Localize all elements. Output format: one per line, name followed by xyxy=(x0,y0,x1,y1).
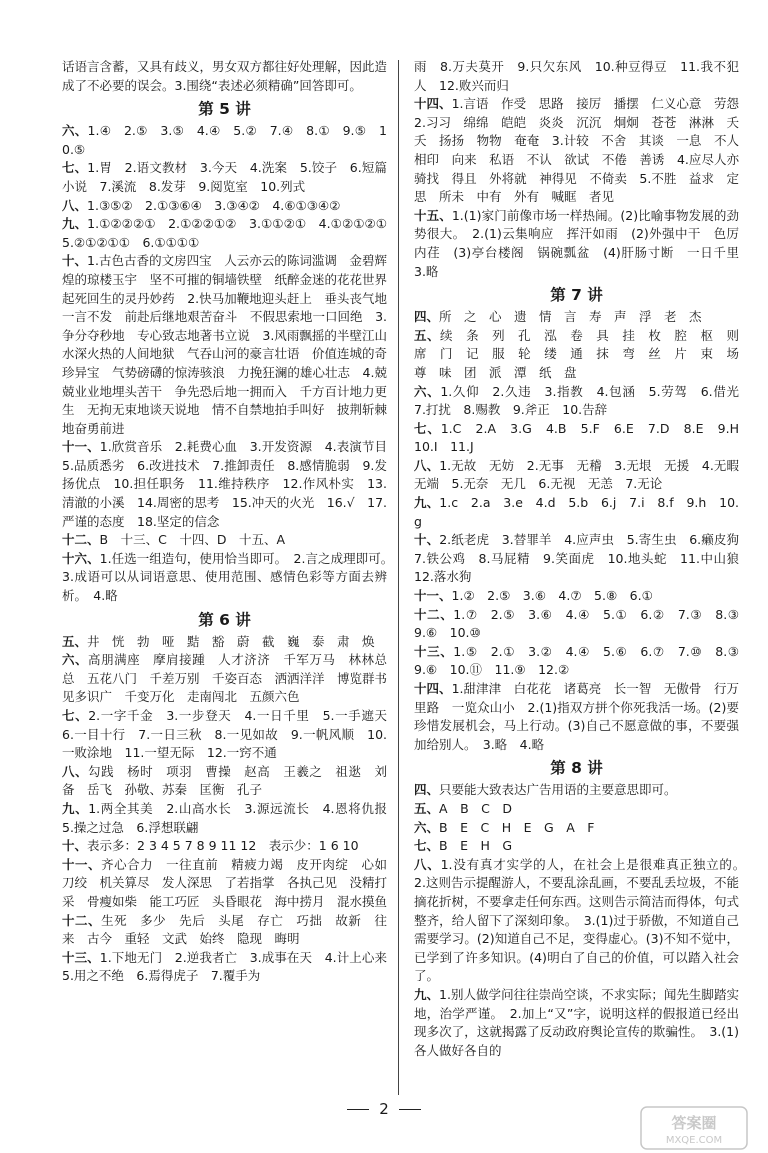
page-number: 2 xyxy=(379,1100,389,1118)
answer-text: 1.①②②②① 2.①②②①② 3.①①②① 4.①②①②① 5.②①②①① 6.①①①① xyxy=(62,216,400,250)
answer-paragraph xyxy=(62,912,387,949)
answer-text: 2.一字千金 3.一步登天 4.一日千里 5.一手遮天 6.一目十行 7.一日三秋 8.一见如故 9.一帆风顺 10.一败涂地 11.一望无际 12.一窍不通 xyxy=(62,708,400,761)
answer-text: 1.别人做学问往往崇尚空谈，不求实际；闻先生脚踏实地，治学严谨。 2.加上“又”字，说明这样的假报道已经出现多次了，这就揭露了反动政府舆论宣传的欺骗性。 3.(1)各人做好各自的 xyxy=(414,986,739,1058)
answer-paragraph xyxy=(414,308,739,327)
answer-paragraph xyxy=(62,252,400,438)
question-label: 八、 xyxy=(414,856,441,872)
answer-paragraph xyxy=(414,383,752,420)
footer-dash-right xyxy=(399,1109,421,1110)
answer-paragraph xyxy=(62,633,387,652)
answer-text: 1.⑦ 2.⑤ 3.⑥ 4.④ 5.① 6.② 7.③ 8.③ 9.⑥ 10.⑩ xyxy=(414,606,752,641)
question-label: 九、 xyxy=(414,495,440,511)
answer-paragraph xyxy=(414,643,752,680)
answer-paragraph xyxy=(414,680,739,754)
question-label: 六、 xyxy=(414,819,440,835)
answer-paragraph xyxy=(62,550,400,606)
answer-text: 1.甜津津 白花花 诸葛亮 长一智 无傲骨 行万里路 一览众山小 2.(1)指双方拼个你死我活一场。(2)要珍惜发展机会，马上行动。(3)自己不愿意做的事，不要强加给别人。 3.略 4.略 xyxy=(414,681,739,752)
answer-text: A B C D xyxy=(439,800,512,816)
question-label: 十一、 xyxy=(62,439,100,455)
answer-paragraph xyxy=(62,837,387,856)
answer-text: 1.古色古香的文房四宝 人云亦云的陈词滥调 金碧辉煌的琼楼玉宇 坚不可摧的铜墙铁壁 纸醉金迷的花花世界 起死回生的灵丹妙药 2.快马加鞭地迎头赶上 垂头丧气地一言不发 前赴后继地艰苦奋斗 不假思索地一口回绝 3.争分夺秒地 专心致志地著书立说 3.风雨飘摇的半壁江山 水深火热的人间地狱 气吞山河的豪言壮语 价值连城的奇珍异宝 气势磅礴的惊涛骇浪 力挽狂澜的雄心壮志 4.兢兢业业地埋头苦干 争先恐后地一拥而入 千方百计地力更生 无拘无束地谈天说地 情不自禁地拍手叫好 披荆斩棘地奋勇前进 xyxy=(62,253,400,436)
question-label: 五、 xyxy=(62,633,88,649)
answer-text: 生死 多少 先后 头尾 存亡 巧拙 故新 往来 古今 重轻 文武 始终 隐现 晦明 xyxy=(62,912,387,947)
question-label: 十一、 xyxy=(414,588,452,604)
answer-text: 所 之 心 遗 情 言 寿 声 浮 老 杰 xyxy=(439,309,702,325)
question-label: 五、 xyxy=(414,327,441,343)
answer-text: 1.无故 无妨 2.无事 无稽 3.无垠 无援 4.无暇 无端 5.无奈 无几 6.无视 无恙 7.无论 xyxy=(414,457,752,492)
answer-paragraph xyxy=(414,781,739,800)
answer-paragraph xyxy=(414,207,752,281)
answer-paragraph xyxy=(414,986,739,1060)
answer-paragraph xyxy=(414,819,739,838)
question-label: 十六、 xyxy=(62,550,100,566)
answer-text: 雨 8.万夫莫开 9.只欠东风 10.种豆得豆 11.我不犯人 12.败兴而归 xyxy=(414,59,739,93)
watermark-text: 答案圈 xyxy=(671,1114,717,1132)
answer-paragraph xyxy=(62,58,387,95)
answer-text: 1.任选一组造句，使用恰当即可。 2.言之成理即可。 3.成语可以从词语意思、使用范围、感情色彩等方面去辨析。 4.略 xyxy=(62,550,400,604)
answer-paragraph xyxy=(414,58,739,95)
question-label: 七、 xyxy=(62,160,88,176)
question-label: 十四、 xyxy=(414,96,452,112)
answer-text: 1.c 2.a 3.e 4.d 5.b 6.j 7.i 8.f 9.h 10.g xyxy=(414,495,739,529)
answer-paragraph xyxy=(62,531,387,550)
answer-text: 高朋满座 摩肩接踵 人才济济 千军万马 林林总总 五花八门 千差万别 千姿百态 洒洒洋洋 博览群书 见多识广 千变万化 走南闯北 五颜六色 xyxy=(62,652,400,705)
answer-text: 2.纸老虎 3.替罪羊 4.应声虫 5.寄生虫 6.癞皮狗 7.铁公鸡 8.马屁精 9.笑面虎 10.地头蛇 11.中山狼 12.落水狗 xyxy=(414,532,752,585)
question-label: 八、 xyxy=(414,457,440,473)
answer-paragraph xyxy=(62,707,400,763)
question-label: 八、 xyxy=(62,763,89,779)
answer-paragraph xyxy=(62,651,400,707)
answer-text: 1.④ 2.⑤ 3.⑤ 4.④ 5.② 7.④ 8.① 9.⑤ 10.⑤ xyxy=(62,123,387,157)
answer-paragraph xyxy=(414,606,752,643)
answer-text: 1.③⑤② 2.①③⑥④ 3.③④② 4.⑥①③④② xyxy=(87,197,341,213)
answer-text: 表示多：2 3 4 5 7 8 9 11 12 表示少：1 6 10 xyxy=(87,838,359,854)
question-label: 十二、 xyxy=(414,606,454,622)
question-label: 六、 xyxy=(62,652,89,668)
answer-text: B E C H E G A F xyxy=(439,819,595,835)
answer-text: 只要能大致表达广告用语的主要意思即可。 xyxy=(439,782,677,798)
answer-text: 1.胃 2.语文教材 3.今天 4.洗案 5.饺子 6.短篇小说 7.溪流 8.发芽 9.阅览室 10.列式 xyxy=(62,160,387,194)
question-label: 九、 xyxy=(62,216,88,232)
question-label: 十二、 xyxy=(62,532,100,548)
answer-paragraph xyxy=(62,215,400,252)
answer-paragraph xyxy=(414,531,752,587)
answer-paragraph xyxy=(62,159,387,196)
question-label: 六、 xyxy=(62,123,88,139)
footer-dash-left xyxy=(347,1109,369,1110)
answer-paragraph xyxy=(414,95,752,207)
answer-text: 齐心合力 一往直前 精疲力竭 皮开肉绽 心如刀绞 机关算尽 发人深思 了若指掌 各执己见 没精打采 骨瘦如柴 能工巧匠 头昏眼花 海中捞月 混水摸鱼 xyxy=(62,856,388,909)
question-label: 七、 xyxy=(414,838,440,854)
section-title: 第 6 讲 xyxy=(198,610,251,629)
answer-text: 1.⑤ 2.① 3.② 4.④ 5.⑥ 6.⑦ 7.⑩ 8.③ 9.⑥ 10.⑪ 11.⑨ 12.② xyxy=(414,643,752,678)
answer-text: B E H G xyxy=(439,838,513,854)
answer-text: 1.两全其美 2.山高水长 3.源远流长 4.恩将仇报 5.操之过急 6.浮想联翩 xyxy=(62,800,400,835)
answer-paragraph xyxy=(414,800,739,819)
answer-paragraph xyxy=(62,122,387,159)
answer-text: 续 条 列 孔 泓 卷 具 挂 枚 腔 枢 则 席 门 记 服 轮 缕 通 抹 弯 丝 片 束 场 尊 味 团 派 潭 纸 盘 xyxy=(414,327,752,380)
answer-paragraph xyxy=(62,438,400,531)
answer-text: 1.言语 作受 思路 接厉 播摆 仁义心意 劳怨 2.习习 绵绵 皑皑 炎炎 沉沉 炯炯 苍苍 淋淋 夭夭 扬扬 物物 奄奄 3.计较 不舍 其谈 一息 不人 相印 向来 私语 不认 欲试 不倦 善诱 4.应尽人亦 骑找 得且 外将就 神得见 不倚卖 5.不胜 益求 定思 所未 中有 外有 喊眶 者见 xyxy=(414,96,752,205)
question-label: 九、 xyxy=(414,986,440,1002)
answer-text: 勾践 杨时 项羽 曹操 赵高 王羲之 祖逖 刘备 岳飞 孙敬、苏秦 匡衡 孔子 xyxy=(62,763,387,798)
answer-paragraph xyxy=(414,837,739,856)
question-label: 七、 xyxy=(414,420,441,436)
question-label: 十三、 xyxy=(62,949,100,965)
watermark-logo xyxy=(640,1106,748,1150)
question-label: 七、 xyxy=(62,708,89,723)
answer-paragraph xyxy=(62,197,387,216)
answer-text: 1.没有真才实学的人，在社会上是很难真正独立的。 2.这则告示提醒游人，不要乱涂乱画，不要乱丢垃圾，不能摘花折树，不要拿走任何东西。这则告示简洁而得体，句式整齐，给人留下了深刻印象。 3.(1)过于骄傲，不知道自己需要学习。(2)知道自己不足，变得虚心。(3)不知不觉中，已学到了许多知识。(4)明白了自己的价值，可以踏入社会了。 xyxy=(414,856,752,984)
answer-text: 1.C 2.A 3.G 4.B 5.F 6.E 7.D 8.E 9.H 10.I 11.J xyxy=(414,420,752,455)
question-label: 四、 xyxy=(414,309,440,325)
answer-text: 话语言含蓄，又具有歧义，男女双方都往好处理解，因此造成了不必要的误会。3.围绕“表述必须精确”回答即可。 xyxy=(62,59,388,93)
question-label: 八、 xyxy=(62,197,88,213)
answer-paragraph xyxy=(62,856,387,912)
question-label: 十、 xyxy=(62,838,88,854)
question-label: 九、 xyxy=(62,800,89,816)
answer-paragraph xyxy=(414,327,752,383)
answer-text: 1.欣赏音乐 2.耗费心血 3.开发资源 4.表演节目 5.品质悉劣 6.改进技术 7.推卸责任 8.感情脆弱 9.发扬优点 10.担任职务 11.维持秩序 12.作风朴实 13.清澈的小溪 14.周密的思考 15.冲天的火光 16.√ 17.严谨的态度 18.坚定的信念 xyxy=(62,439,400,529)
question-label: 五、 xyxy=(414,800,440,816)
section-title: 第 8 讲 xyxy=(550,759,603,778)
column-divider xyxy=(398,60,399,1095)
question-label: 十一、 xyxy=(62,856,102,872)
answer-paragraph xyxy=(414,494,739,531)
answer-paragraph xyxy=(414,420,752,457)
question-label: 六、 xyxy=(414,383,441,399)
left-column xyxy=(62,58,400,986)
answer-paragraph xyxy=(62,949,400,986)
answer-text: 1.② 2.⑤ 3.⑥ 4.⑦ 5.⑧ 6.① xyxy=(451,588,653,604)
section-title: 第 7 讲 xyxy=(550,286,603,305)
question-label: 十四、 xyxy=(414,681,452,696)
answer-paragraph xyxy=(62,763,387,800)
section-title: 第 5 讲 xyxy=(198,100,251,119)
answer-text: B 十三、C 十四、D 十五、A xyxy=(99,532,285,548)
answer-paragraph xyxy=(414,587,739,606)
question-label: 十二、 xyxy=(62,912,102,928)
watermark-url: MXQE.COM xyxy=(665,1135,723,1146)
answer-paragraph xyxy=(414,457,752,494)
answer-text: 1.(1)家门前像市场一样热闹。(2)比喻事物发展的劲势很大。 2.(1)云集响应 挥汗如雨 (2)外强中干 色厉内荏 (3)亭台楼阁 锅碗瓢盆 (4)肝肠寸断 一日千里 3.略 xyxy=(414,207,752,279)
question-label: 十、 xyxy=(62,253,88,269)
question-label: 十三、 xyxy=(414,643,454,659)
answer-text: 1.久仰 2.久违 3.指教 4.包涵 5.劳驾 6.借光 7.打扰 8.赐教 9.斧正 10.告辞 xyxy=(414,383,752,418)
answer-paragraph xyxy=(62,800,400,837)
answer-text: 井 恍 勃 哑 黠 豁 蔚 截 巍 泰 肃 焕 xyxy=(87,633,375,649)
question-label: 十、 xyxy=(414,532,440,548)
question-label: 四、 xyxy=(414,782,440,798)
question-label: 十五、 xyxy=(414,207,452,223)
answer-paragraph xyxy=(414,856,752,986)
answer-text: 1.下地无门 2.逆我者亡 3.成事在天 4.计上心来 5.用之不绝 6.焉得虎子 7.覆手为 xyxy=(62,949,400,984)
right-column xyxy=(414,58,752,1060)
